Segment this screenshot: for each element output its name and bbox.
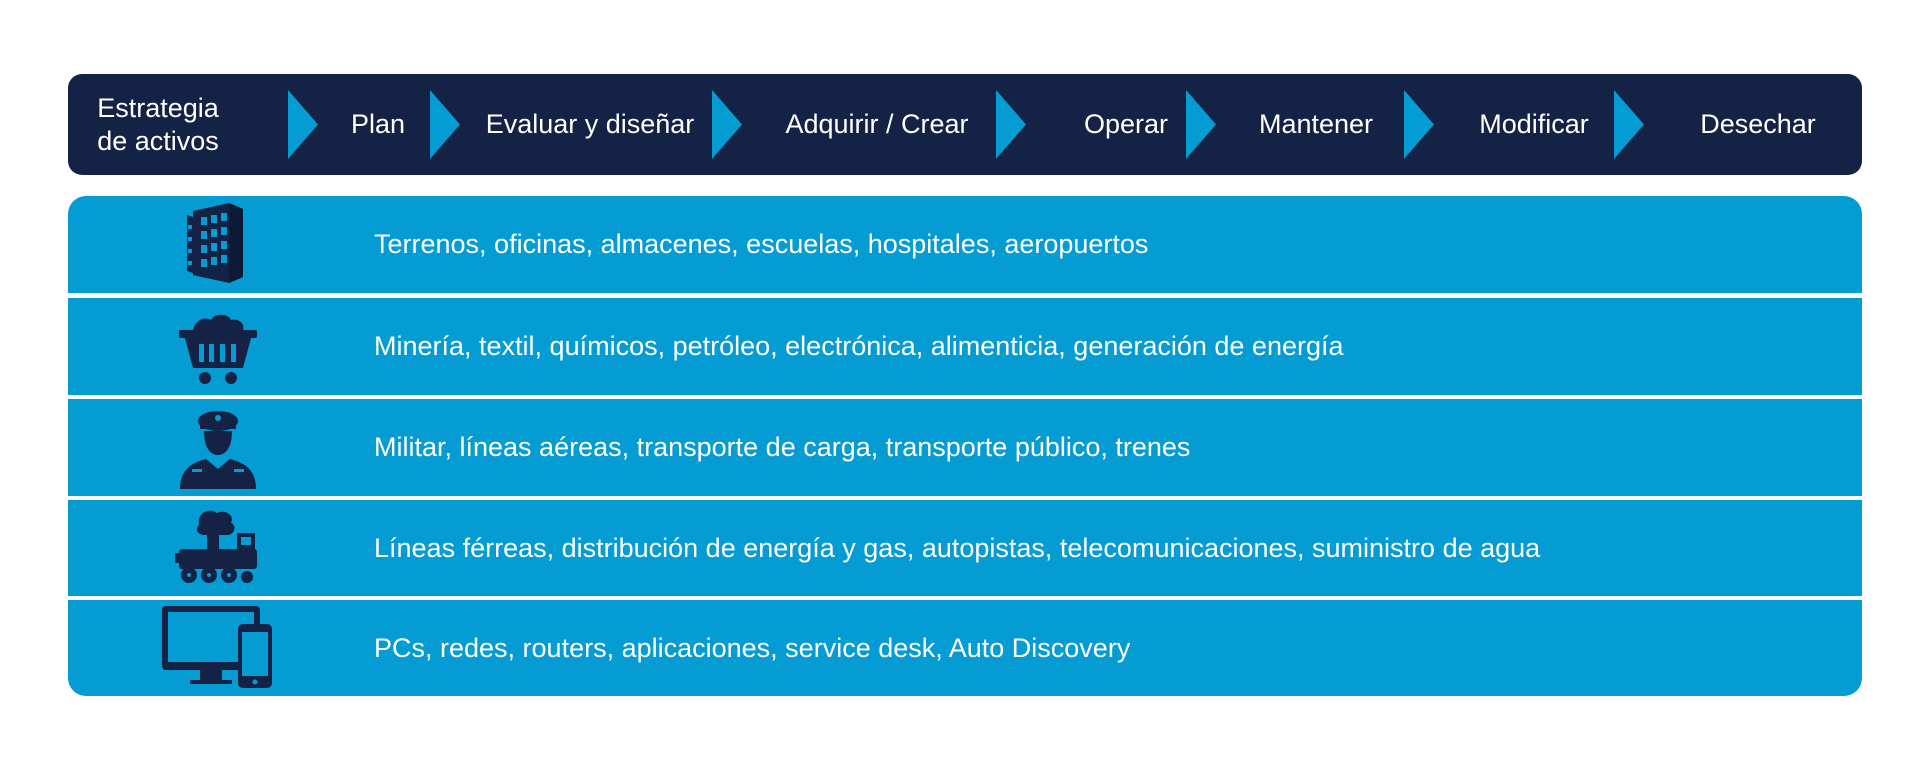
office-building-icon (158, 196, 278, 293)
chevron-right-icon (1614, 90, 1644, 159)
asset-row-text: Líneas férreas, distribución de energía y gas, autopistas, telecomunicaciones, suministro de agua (374, 532, 1541, 563)
asset-row-text: Terrenos, oficinas, almacenes, escuelas, hospitales, aeropuertos (374, 229, 1149, 259)
asset-row-it (68, 600, 1862, 696)
asset-row-text: PCs, redes, routers, aplicaciones, service desk, Auto Discovery (374, 632, 1131, 663)
asset-row-transport (68, 399, 1862, 496)
mining-cart-icon (158, 298, 278, 395)
stage-mantener: Mantener (1258, 109, 1374, 139)
asset-row-infrastructure (68, 500, 1862, 596)
stage-modificar: Modificar (1479, 109, 1589, 139)
stage-estrategia-de-activos: Estrategia de activos (97, 92, 219, 156)
chevron-right-icon (430, 90, 460, 159)
chevron-right-icon (1186, 90, 1216, 159)
chevron-right-icon (288, 90, 318, 159)
computer-and-phone-icon (158, 600, 278, 696)
asset-row-text: Militar, líneas aéreas, transporte de carga, transporte público, trenes (374, 432, 1191, 462)
asset-lifecycle-bar (68, 74, 1862, 175)
stage-adquirir-crear: Adquirir / Crear (785, 109, 969, 139)
asset-row-industry (68, 298, 1862, 395)
stage-desechar: Desechar (1700, 109, 1816, 139)
steam-locomotive-icon (158, 500, 278, 596)
stage-evaluar-y-disenar: Evaluar y diseñar (485, 109, 695, 139)
chevron-right-icon (1404, 90, 1434, 159)
stage-plan: Plan (350, 109, 406, 139)
stage-operar: Operar (1083, 109, 1169, 139)
asset-row-text: Minería, textil, químicos, petróleo, electrónica, alimenticia, generación de energía (374, 331, 1344, 361)
chevron-right-icon (712, 90, 742, 159)
chevron-right-icon (996, 90, 1026, 159)
asset-row-buildings (68, 196, 1862, 293)
uniformed-officer-icon (158, 399, 278, 496)
